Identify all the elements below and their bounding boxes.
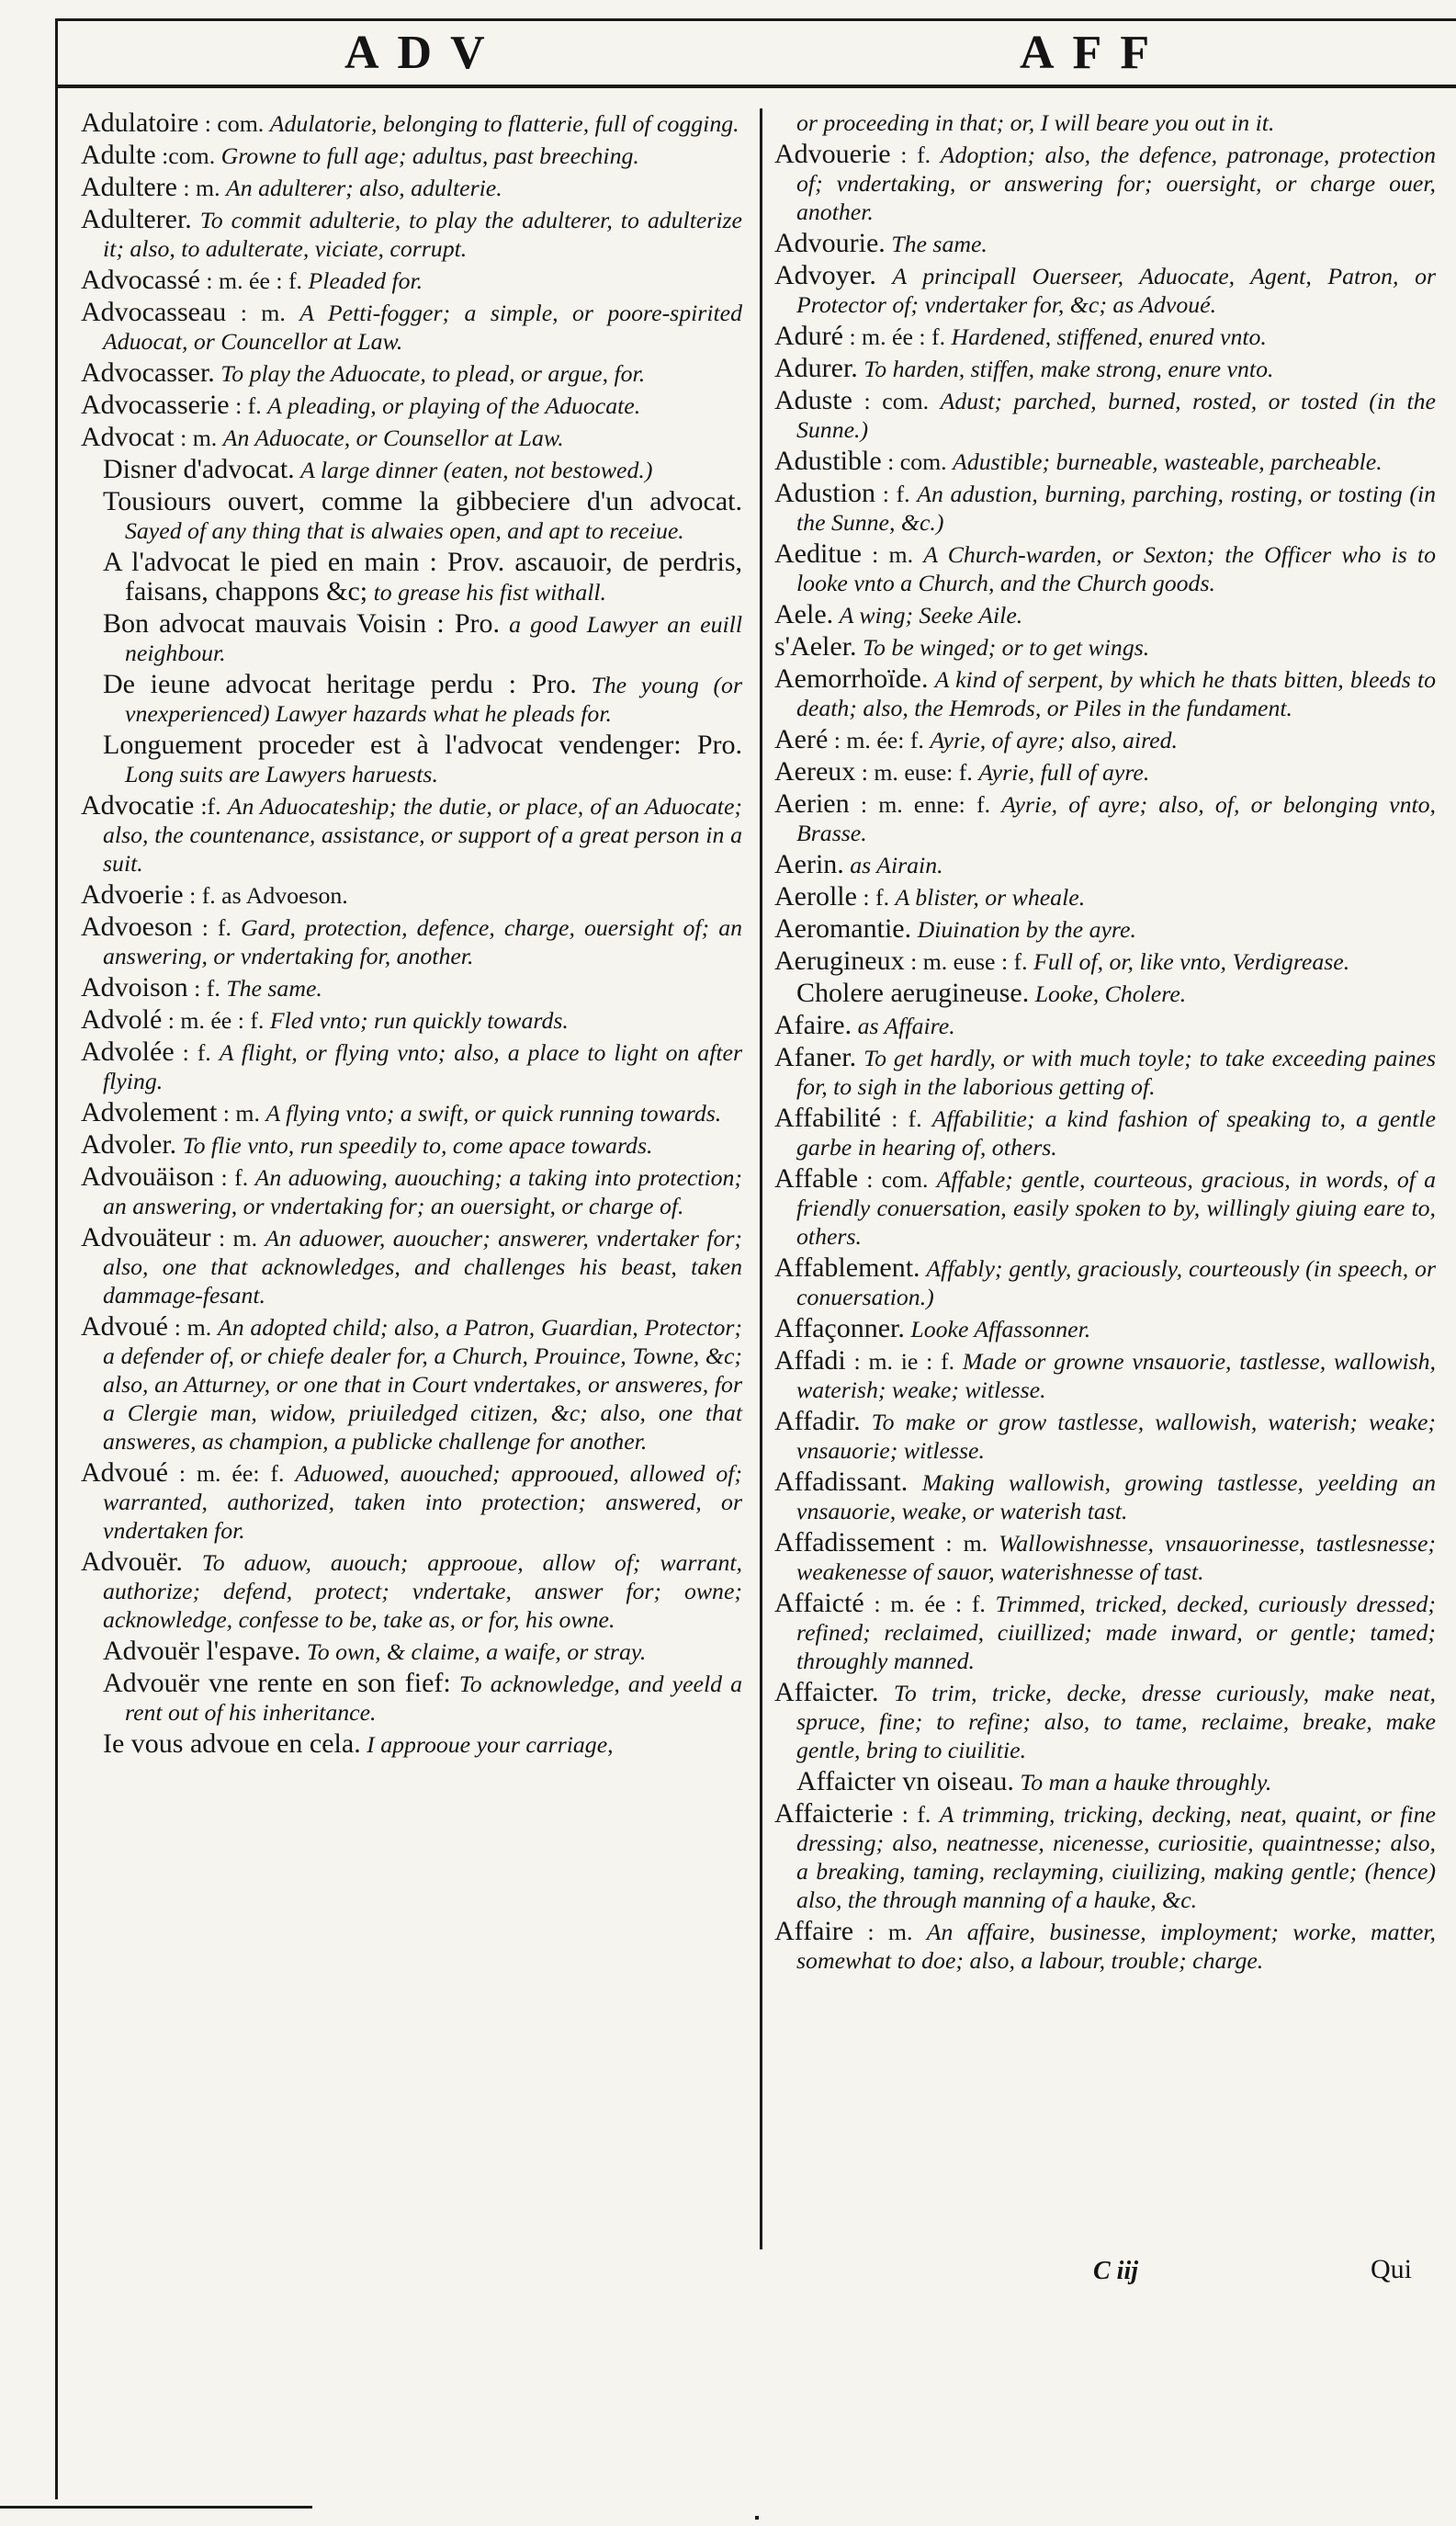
entry-headword: Aeromantie. bbox=[774, 913, 912, 944]
dictionary-entry bbox=[81, 973, 742, 1002]
entry-definition: To get hardly, or with much toyle; to take exceeding paines for, to sigh in the laborious getting of. bbox=[796, 1045, 1436, 1100]
entry-definition: A trimming, tricking, decking, neat, quaint, or fine dressing; also, neatnesse, nicenesse, curiositie, quaintnesse; also, a breaking, taming, reclayming, ciuilizing, making gentle; (hence) also, the through manning of a hauke, &c. bbox=[796, 1801, 1436, 1913]
signature-mark: C iij bbox=[1093, 2257, 1139, 2285]
entry-grammar: : f. bbox=[891, 1105, 922, 1132]
dictionary-entry bbox=[774, 1767, 1436, 1796]
entry-definition: A kind of serpent, by which he thats bitten, bleeds to death; also, the Hemrods, or Piles in the fundament. bbox=[796, 666, 1437, 721]
entry-definition: A large dinner (eaten, not bestowed.) bbox=[300, 457, 653, 483]
entry-definition: To harden, stiffen, make strong, enure vnto. bbox=[863, 356, 1274, 382]
entry-definition: Ayrie, of ayre; also, of, or belonging vnto, Brasse. bbox=[796, 791, 1436, 846]
dictionary-entry bbox=[81, 423, 742, 452]
entry-headword: Aele. bbox=[774, 599, 834, 629]
entry-definition: Affable; gentle, courteous, gracious, in words, of a friendly conuersation, easily spoken to by, willingly giuing eare to, others. bbox=[796, 1166, 1437, 1250]
dictionary-entry bbox=[774, 1589, 1436, 1675]
entry-definition: Fled vnto; run quickly towards. bbox=[269, 1007, 569, 1034]
dictionary-entry bbox=[774, 1346, 1436, 1404]
entry-definition: An adustion, burning, parching, rosting, or tosting (in the Sunne, &c.) bbox=[796, 481, 1437, 536]
entry-definition: Long suits are Lawyers haruests. bbox=[125, 761, 438, 787]
dictionary-entry bbox=[774, 725, 1436, 754]
entry-headword: Advoué bbox=[81, 1457, 168, 1488]
dictionary-entry bbox=[81, 1037, 742, 1095]
dictionary-entry bbox=[81, 358, 742, 388]
entry-definition: A pleading, or playing of the Aduocate. bbox=[267, 392, 641, 419]
entry-definition: The same. bbox=[891, 231, 988, 257]
dictionary-entry bbox=[774, 1528, 1436, 1586]
entry-headword: Advouäteur bbox=[81, 1222, 211, 1252]
entry-headword: Affaicterie bbox=[774, 1798, 894, 1829]
dictionary-entry bbox=[81, 1130, 742, 1160]
entry-headword: Disner d'advocat. bbox=[103, 454, 295, 484]
entry-headword: Adurer. bbox=[774, 353, 858, 383]
entry-grammar: : m. ée: f. bbox=[178, 1460, 285, 1487]
entry-headword: Adulte bbox=[81, 140, 156, 170]
entry-headword: Aeditue bbox=[774, 538, 862, 569]
entry-definition: Gard, protection, defence, charge, ouersight of; an answering, or vndertaking for, another. bbox=[103, 914, 742, 969]
entry-definition: Aduowed, auouched; approoued, allowed of; warranted, authorized, taken into protection; answered, or vndertaken for. bbox=[103, 1460, 742, 1544]
dictionary-entry bbox=[774, 1678, 1436, 1764]
entry-definition: An aduowing, auouching; a taking into protection; an answering, or vndertaking for; an ouersight, or charge of. bbox=[103, 1164, 743, 1219]
entry-definition: To play the Aduocate, to plead, or argue, for. bbox=[220, 360, 646, 387]
entry-definition: To trim, tricke, decke, dresse curiously, make neat, spruce, fine; to refine; also, to tame, reclaime, breake, make gentle, bring to ciuilitie. bbox=[796, 1680, 1436, 1763]
entry-headword: Aeré bbox=[774, 724, 829, 754]
dictionary-entry bbox=[774, 1314, 1436, 1343]
dictionary-entry bbox=[774, 1011, 1436, 1040]
entry-grammar: : m. enne: f. bbox=[860, 791, 991, 818]
entry-definition: Adoption; also, the defence, patronage, protection of; vndertaking, or answering for; ouersight, or charge ouer, another. bbox=[796, 142, 1437, 225]
dictionary-entry bbox=[81, 1729, 742, 1759]
entry-headword: Afaire. bbox=[774, 1010, 852, 1040]
entry-headword: Affadissant. bbox=[774, 1467, 909, 1497]
entry-grammar: : f. bbox=[863, 884, 890, 911]
entry-headword: Bon advocat mauvais Voisin : Pro. bbox=[103, 608, 501, 639]
entry-definition: Adust; parched, burned, rosted, or tosted (in the Sunne.) bbox=[796, 388, 1437, 443]
entry-headword: Adulterer. bbox=[81, 204, 192, 234]
entry-grammar: : f. bbox=[220, 1164, 249, 1191]
entry-headword: Advoerie bbox=[81, 879, 184, 910]
entry-definition: Pleaded for. bbox=[308, 267, 423, 294]
entry-headword: Cholere aerugineuse. bbox=[796, 978, 1030, 1008]
dictionary-entry bbox=[81, 391, 742, 420]
entry-headword: Advocasseau bbox=[81, 297, 227, 327]
dictionary-entry bbox=[774, 789, 1436, 847]
dictionary-entry bbox=[774, 354, 1436, 383]
running-head-left: ADV bbox=[344, 27, 503, 79]
dictionary-entry bbox=[774, 386, 1436, 444]
entry-grammar: : m. bbox=[872, 541, 914, 568]
dictionary-entry bbox=[774, 140, 1436, 226]
dictionary-entry bbox=[774, 946, 1436, 976]
bottom-rule bbox=[0, 2506, 312, 2509]
dictionary-entry bbox=[81, 1162, 742, 1220]
entry-definition: Trimmed, tricked, decked, curiously dressed; refined; reclaimed, ciuillized; made inward, or gentle; tamed; throughly manned. bbox=[796, 1591, 1436, 1674]
entry-definition: Sayed of any thing that is alwaies open, and apt to receiue. bbox=[125, 517, 684, 544]
entry-definition: Hardened, stiffened, enured vnto. bbox=[951, 323, 1267, 350]
entry-headword: Aereux bbox=[774, 756, 856, 787]
entry-headword: Advouerie bbox=[774, 139, 891, 169]
dictionary-entry bbox=[774, 447, 1436, 476]
entry-headword: Advolement bbox=[81, 1097, 218, 1127]
page-border-top bbox=[55, 18, 1456, 21]
dictionary-entry bbox=[81, 266, 742, 295]
dictionary-entry bbox=[81, 1458, 742, 1545]
page-border-left bbox=[55, 18, 58, 2499]
dictionary-entry bbox=[774, 1253, 1436, 1311]
entry-headword: Affadi bbox=[774, 1345, 846, 1376]
entry-definition: to grease his fist withall. bbox=[373, 579, 607, 606]
entry-definition: An adopted child; also, a Patron, Guardian, Protector; a defender of, or chiefe dealer for, a Church, Prouince, Towne, &c; also, an Atturney, or one that in Court vndertakes, or answeres, for a Clergie man, widow, priuiledged citizen, &c; also, one that answeres, as champion, a publicke challenge for another. bbox=[103, 1314, 743, 1455]
entry-grammar: : m. bbox=[183, 175, 220, 201]
entry-grammar: : m. bbox=[180, 425, 218, 451]
dictionary-entry bbox=[774, 539, 1436, 597]
bottom-mark bbox=[755, 2516, 759, 2520]
dictionary-entry bbox=[774, 1104, 1436, 1161]
entry-grammar: : m. bbox=[174, 1314, 212, 1341]
dictionary-entry bbox=[774, 261, 1436, 319]
entry-definition: To aduow, auouch; approoue, allow of; warrant, authorize; defend, protect; vndertake, answer for; owne; acknowledge, confesse to be, take as, or for, his owne. bbox=[103, 1549, 743, 1633]
dictionary-entry bbox=[81, 108, 742, 138]
entry-headword: Aerien bbox=[774, 788, 850, 819]
dictionary-entry bbox=[81, 1005, 742, 1035]
entry-headword: Adulatoire bbox=[81, 108, 199, 138]
entry-definition: A principall Ouerseer, Aduocate, Agent, Patron, or Protector of; vndertaker for, &c; as Advoué. bbox=[796, 263, 1437, 318]
entry-grammar: : f. as Advoeson. bbox=[189, 882, 348, 909]
entry-headword: Adultere bbox=[81, 172, 177, 202]
entry-headword: Affaicté bbox=[774, 1588, 864, 1618]
header-rule bbox=[55, 85, 1456, 88]
left-column bbox=[81, 108, 742, 1761]
dictionary-entry bbox=[81, 1098, 742, 1127]
entry-definition: A flight, or flying vnto; also, a place to light on after flying. bbox=[103, 1039, 743, 1094]
right-column bbox=[774, 108, 1436, 1977]
dictionary-entry bbox=[81, 455, 742, 484]
entry-definition: A flying vnto; a swift, or quick running towards. bbox=[265, 1100, 722, 1127]
entry-definition: as Airain. bbox=[850, 852, 943, 878]
entry-headword: Tousiours ouvert, comme la gibbeciere d'un advocat. bbox=[103, 486, 742, 516]
entry-headword: Affadir. bbox=[774, 1406, 861, 1436]
entry-headword: Adustible bbox=[774, 446, 882, 476]
entry-definition: The same. bbox=[226, 975, 322, 1002]
entry-definition: as Affaire. bbox=[857, 1013, 955, 1039]
entry-definition: To man a hauke throughly. bbox=[1020, 1769, 1272, 1795]
dictionary-entry bbox=[81, 298, 742, 356]
entry-definition: To make or grow tastlesse, wallowish, waterish; weake; vnsauorie; witlesse. bbox=[796, 1409, 1436, 1464]
dictionary-entry bbox=[81, 1669, 742, 1727]
entry-grammar: : com. bbox=[887, 448, 947, 475]
dictionary-entry bbox=[774, 322, 1436, 351]
dictionary-entry bbox=[774, 1799, 1436, 1914]
dictionary-entry bbox=[81, 609, 742, 667]
dictionary-entry bbox=[774, 229, 1436, 258]
dictionary-entry bbox=[774, 979, 1436, 1008]
entry-grammar: : f. bbox=[900, 142, 931, 168]
entry-definition: Affabilitie; a kind fashion of speaking to, a gentle garbe in hearing of, others. bbox=[796, 1105, 1437, 1161]
entry-headword: Advocassé bbox=[81, 265, 200, 295]
entry-grammar: : f. bbox=[235, 392, 262, 419]
dictionary-entry bbox=[774, 914, 1436, 944]
entry-definition: Making wallowish, growing tastlesse, yeelding an vnsauorie, weake, or waterish tast. bbox=[796, 1469, 1436, 1524]
entry-definition: To commit adulterie, to play the adulterer, to adulterize it; also, to adulterate, viciate, corrupt. bbox=[103, 207, 743, 262]
entry-headword: Ie vous advoue en cela. bbox=[103, 1728, 361, 1759]
entry-definition: To own, & claime, a waife, or stray. bbox=[306, 1638, 647, 1665]
dictionary-entry bbox=[81, 205, 742, 263]
entry-definition: A Church-warden, or Sexton; the Officer who is to looke vnto a Church, and the Church goods. bbox=[796, 541, 1437, 596]
entry-definition: A Petti-fogger; a simple, or poore-spirited Aduocat, or Councellor at Law. bbox=[103, 300, 743, 355]
dictionary-entry bbox=[774, 600, 1436, 629]
entry-grammar: : f. bbox=[201, 914, 231, 941]
entry-headword: Advouër. bbox=[81, 1546, 183, 1577]
entry-definition: The young (or vnexperienced) Lawyer hazards what he pleads for. bbox=[125, 672, 742, 727]
entry-headword: Afaner. bbox=[774, 1042, 857, 1072]
entry-headword: Affablement. bbox=[774, 1252, 920, 1283]
entry-headword: Aemorrhoïde. bbox=[774, 663, 929, 694]
entry-grammar: : f. bbox=[901, 1801, 931, 1828]
entry-headword: Advocasser. bbox=[81, 357, 215, 388]
dictionary-entry bbox=[774, 1467, 1436, 1525]
entry-grammar: : m. euse: f. bbox=[861, 759, 973, 786]
dictionary-entry bbox=[81, 1637, 742, 1666]
entry-definition: An aduower, auoucher; answerer, vndertaker for; also, one that acknowledges, and challenges his beast, taken dammage-fesant. bbox=[103, 1225, 742, 1308]
entry-definition: An affaire, businesse, imployment; worke, matter, somewhat to doe; also, a labour, trouble; charge. bbox=[796, 1919, 1436, 1974]
entry-grammar: :com. bbox=[162, 142, 216, 169]
dictionary-entry bbox=[81, 791, 742, 878]
entry-headword: Affadissement bbox=[774, 1527, 935, 1558]
entry-definition: Looke Affassonner. bbox=[910, 1316, 1091, 1342]
entry-grammar: : f. bbox=[194, 975, 220, 1002]
dictionary-entry bbox=[81, 1312, 742, 1456]
entry-definition: Diuination by the ayre. bbox=[917, 916, 1136, 943]
entry-headword: Advoler. bbox=[81, 1129, 177, 1160]
entry-headword: Advoué bbox=[81, 1311, 168, 1342]
column-divider bbox=[760, 108, 762, 2249]
entry-headword: Advouäison bbox=[81, 1161, 214, 1192]
dictionary-entry bbox=[774, 850, 1436, 879]
entry-headword: Advouër l'espave. bbox=[103, 1636, 301, 1666]
entry-definition: A blister, or wheale. bbox=[895, 884, 1086, 911]
entry-headword: Adustion bbox=[774, 478, 876, 508]
dictionary-entry bbox=[81, 731, 742, 788]
entry-definition: Adulatorie, belonging to flatterie, full of cogging. bbox=[269, 110, 739, 137]
entry-definition: An Aduocateship; the dutie, or place, of an Aduocate; also, the countenance, assistance, or support of a great person in a suit. bbox=[103, 793, 742, 877]
entry-definition: Growne to full age; adultus, past breeching. bbox=[220, 142, 639, 169]
dictionary-entry bbox=[774, 1043, 1436, 1101]
dictionary-entry bbox=[774, 108, 1436, 137]
entry-headword: Aduste bbox=[774, 385, 852, 415]
entry-headword: Advoyer. bbox=[774, 260, 876, 290]
entry-headword: Affaçonner. bbox=[774, 1313, 905, 1343]
dictionary-entry bbox=[81, 141, 742, 170]
entry-headword: A l'advocat le pied en main : Prov. ascauoir, de perdris, faisans, chappons &c; bbox=[103, 547, 742, 606]
entry-headword: Advouër vne rente en son fief: bbox=[103, 1668, 451, 1698]
entry-headword: Affabilité bbox=[774, 1103, 882, 1133]
entry-headword: Affaire bbox=[774, 1916, 854, 1946]
catchword: Qui bbox=[1371, 2254, 1412, 2284]
entry-headword: Advoison bbox=[81, 972, 188, 1002]
entry-headword: Longuement proceder est à l'advocat vendenger: Pro. bbox=[103, 730, 742, 760]
entry-definition: Made or growne vnsauorie, tastlesse, wallowish, waterish; weake; witlesse. bbox=[796, 1348, 1437, 1403]
entry-headword: Affaicter vn oiseau. bbox=[796, 1766, 1014, 1796]
entry-headword: Advourie. bbox=[774, 228, 886, 258]
dictionary-entry bbox=[81, 912, 742, 970]
dictionary-entry bbox=[774, 632, 1436, 662]
entry-grammar: : m. ée: f. bbox=[833, 727, 924, 753]
entry-grammar: :f. bbox=[200, 793, 221, 820]
entry-definition: Looke, Cholere. bbox=[1034, 980, 1187, 1007]
entry-headword: Aerolle bbox=[774, 881, 857, 912]
entry-headword: Aerugineux bbox=[774, 946, 905, 976]
entry-headword: Affaicter. bbox=[774, 1677, 879, 1707]
entry-headword: Aerin. bbox=[774, 849, 844, 879]
entry-grammar: : com. bbox=[866, 1166, 929, 1193]
entry-grammar: : m. euse : f. bbox=[910, 948, 1028, 975]
entry-headword: De ieune advocat heritage perdu : Pro. bbox=[103, 669, 577, 699]
entry-grammar: : f. bbox=[182, 1039, 211, 1066]
entry-grammar: : m. bbox=[222, 1100, 260, 1127]
dictionary-entry bbox=[81, 487, 742, 545]
dictionary-entry bbox=[774, 479, 1436, 537]
dictionary-entry bbox=[81, 1223, 742, 1309]
entry-definition: To be winged; or to get wings. bbox=[863, 634, 1150, 661]
dictionary-entry bbox=[774, 1164, 1436, 1251]
entry-headword: Advolé bbox=[81, 1004, 163, 1035]
entry-headword: Advoeson bbox=[81, 912, 193, 942]
entry-definition: Full of, or, like vnto, Verdigrease. bbox=[1033, 948, 1350, 975]
entry-definition: To acknowledge, and yeeld a rent out of his inheritance. bbox=[125, 1671, 742, 1726]
dictionary-entry bbox=[774, 757, 1436, 787]
entry-grammar: : m. bbox=[240, 300, 286, 326]
entry-definition: Wallowishnesse, vnsauorinesse, tastlesnesse; weakenesse of sauor, waterishnesse of tast. bbox=[796, 1530, 1436, 1585]
entry-definition: a good Lawyer an euill neighbour. bbox=[125, 611, 742, 666]
entry-grammar: : m. ie : f. bbox=[853, 1348, 955, 1375]
dictionary-entry bbox=[774, 1917, 1436, 1975]
entry-definition: To flie vnto, run speedily to, come apace towards. bbox=[182, 1132, 653, 1159]
entry-definition: Ayrie, full of ayre. bbox=[978, 759, 1150, 786]
entry-grammar: : m. ée : f. bbox=[167, 1007, 265, 1034]
entry-headword: Advolée bbox=[81, 1036, 175, 1067]
entry-definition: An Aduocate, or Counsellor at Law. bbox=[222, 425, 564, 451]
entry-grammar: : m. ée : f. bbox=[206, 267, 303, 294]
dictionary-entry bbox=[774, 1407, 1436, 1465]
entry-headword: Aduré bbox=[774, 321, 843, 351]
entry-headword: Affable bbox=[774, 1163, 859, 1194]
entry-grammar: : f. bbox=[882, 481, 910, 507]
entry-definition: Affably; gently, graciously, courteously (in speech, or conuersation.) bbox=[796, 1255, 1436, 1310]
dictionary-entry bbox=[81, 1547, 742, 1634]
entry-definition: I approoue your carriage, bbox=[367, 1731, 614, 1758]
entry-definition: A wing; Seeke Aile. bbox=[839, 602, 1023, 629]
entry-definition: or proceeding in that; or, I will beare you out in it. bbox=[796, 109, 1275, 136]
entry-grammar: : m. bbox=[945, 1530, 988, 1557]
entry-grammar: : m. bbox=[867, 1919, 913, 1945]
dictionary-entry bbox=[774, 664, 1436, 722]
entry-headword: Advocat bbox=[81, 422, 175, 452]
running-head-right: AFF bbox=[1020, 27, 1168, 79]
entry-grammar: : com. bbox=[863, 388, 930, 414]
entry-headword: Advocasserie bbox=[81, 390, 230, 420]
entry-grammar: : m. bbox=[219, 1225, 258, 1252]
dictionary-entry bbox=[81, 548, 742, 606]
dictionary-entry bbox=[774, 882, 1436, 912]
dictionary-entry bbox=[81, 670, 742, 728]
entry-headword: s'Aeler. bbox=[774, 631, 857, 662]
dictionary-entry bbox=[81, 880, 742, 910]
entry-grammar: : m. ée : f. bbox=[874, 1591, 986, 1617]
entry-definition: An adulterer; also, adulterie. bbox=[226, 175, 502, 201]
entry-grammar: : m. ée : f. bbox=[849, 323, 946, 350]
entry-grammar: : com. bbox=[204, 110, 265, 137]
entry-definition: Ayrie, of ayre; also, aired. bbox=[930, 727, 1178, 753]
dictionary-entry bbox=[81, 173, 742, 202]
entry-headword: Advocatie bbox=[81, 790, 195, 821]
entry-definition: Adustible; burneable, wasteable, parcheable. bbox=[953, 448, 1383, 475]
